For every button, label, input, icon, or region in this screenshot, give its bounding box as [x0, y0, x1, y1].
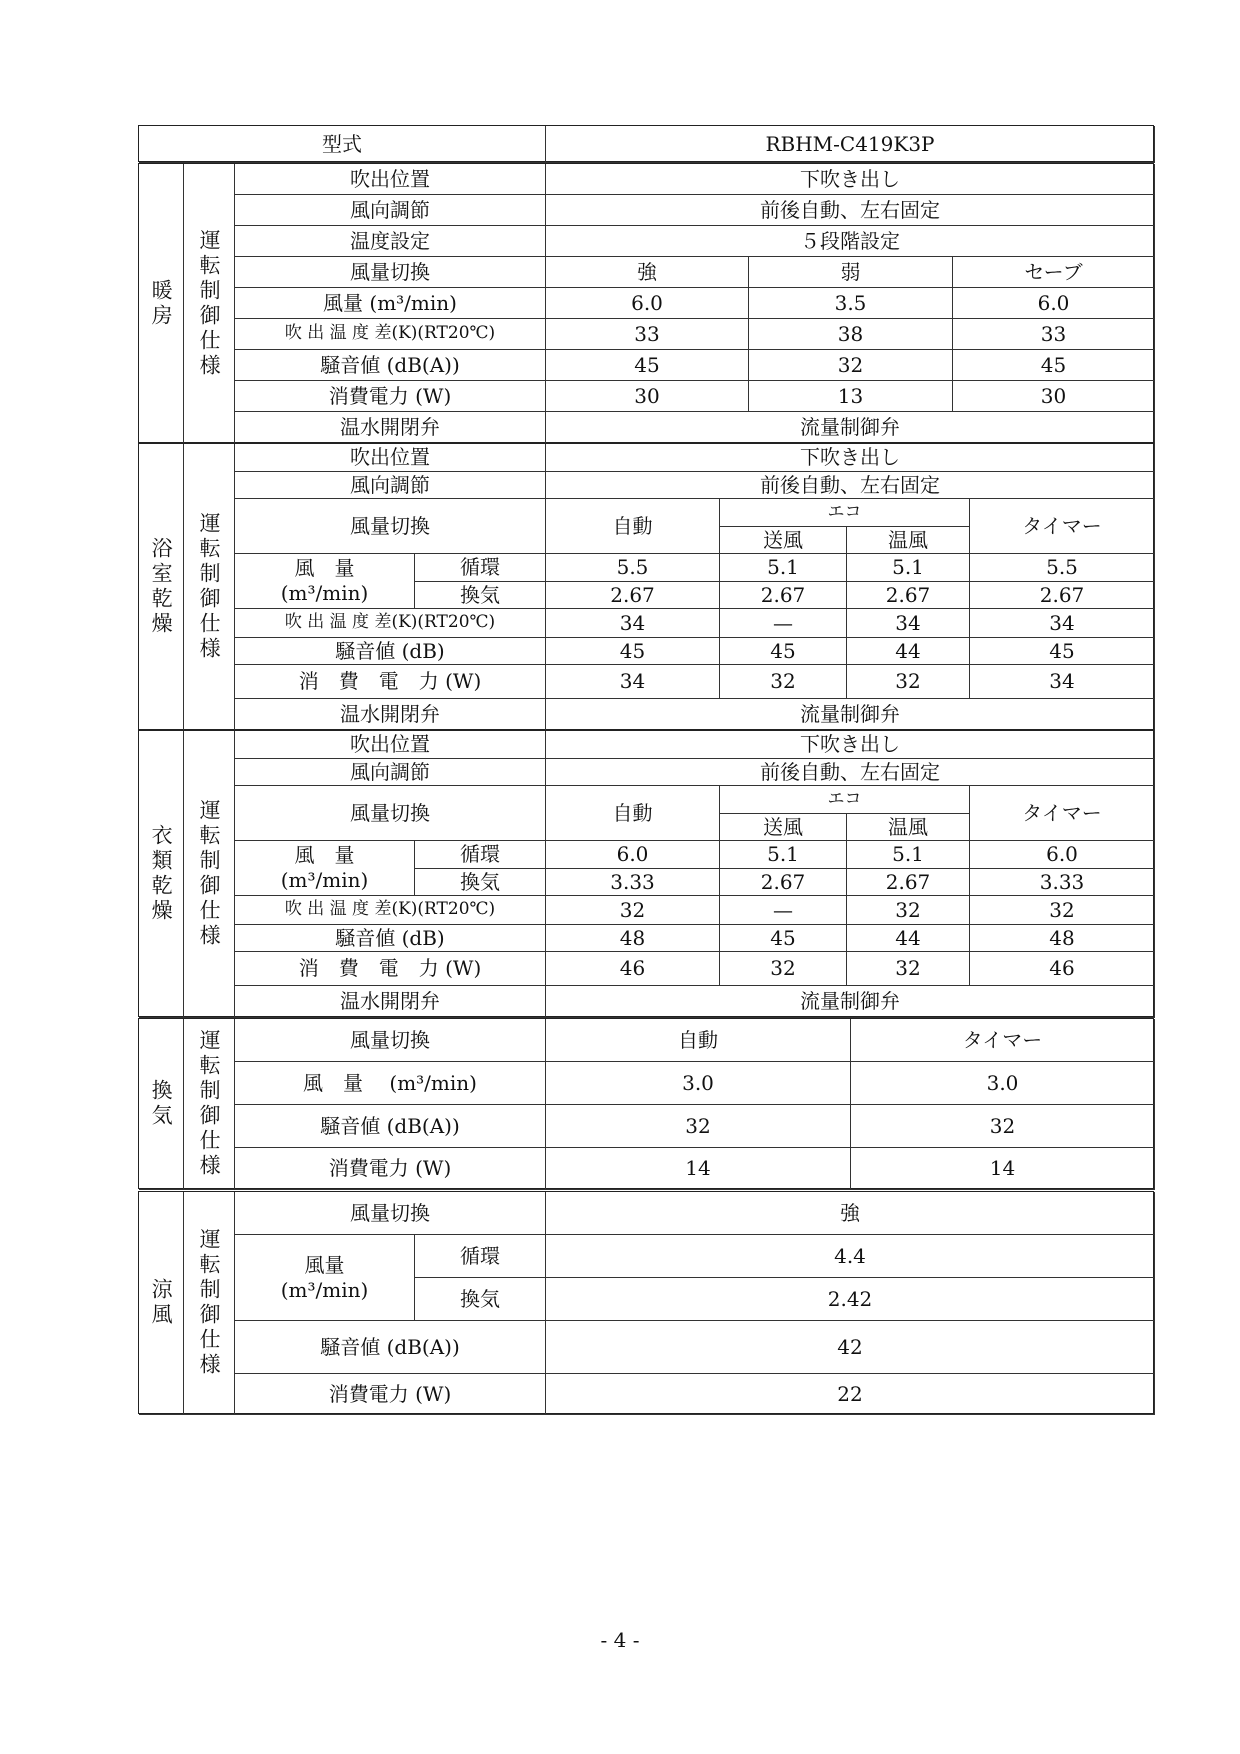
airflow-circulation-value: 5.1: [847, 554, 970, 582]
section-bath-drying: [138, 443, 1154, 730]
row-label: 風量切換: [235, 1192, 546, 1235]
row-label: 騒音値 (dB(A)): [235, 1321, 546, 1374]
mode-eco-warm: 温風: [847, 527, 970, 554]
drying-row-value: 34: [546, 665, 720, 699]
section-name: 涼風: [139, 1192, 184, 1415]
row-label: 吹 出 温 度 差(K)(RT20℃): [235, 319, 546, 350]
row-label: 風向調節: [235, 472, 546, 499]
row-value: 42: [546, 1321, 1155, 1374]
drying-row-value: 34: [970, 609, 1155, 638]
drying-row-value: 32: [847, 665, 970, 699]
model-label: 型式: [139, 126, 546, 163]
drying-row-value: 45: [546, 638, 720, 665]
ventilation-row-value: 3.0: [851, 1062, 1155, 1105]
heating-row-value: 3.5: [749, 288, 953, 319]
mode-eco: エコ: [720, 786, 970, 814]
airflow-label: 風 量 (m³/min): [235, 554, 415, 609]
ventilation-row-value: 32: [851, 1105, 1155, 1148]
row-value: 前後自動、左右固定: [546, 759, 1155, 786]
mode-auto: 自動: [546, 786, 720, 841]
section-group: 運転制御仕様: [184, 1192, 235, 1415]
row-label: 吹 出 温 度 差(K)(RT20℃): [235, 896, 546, 925]
section-cool-breeze: [138, 1191, 1154, 1414]
drying-row-value: 32: [720, 952, 847, 986]
drying-row-value: 45: [970, 638, 1155, 665]
airflow-sub-circulation: 循環: [415, 841, 546, 869]
row-label: 風向調節: [235, 195, 546, 226]
ventilation-row-value: 14: [851, 1148, 1155, 1190]
airflow-circulation-value: 5.1: [847, 841, 970, 869]
airflow-circulation-value: 5.1: [720, 841, 847, 869]
airflow-sub-ventilation: 換気: [415, 869, 546, 896]
section-ventilation: [138, 1018, 1154, 1189]
mode-eco-fan: 送風: [720, 814, 847, 841]
heating-row-value: 6.0: [953, 288, 1155, 319]
heating-row-value: 30: [953, 381, 1155, 412]
row-label: 温水開閉弁: [235, 412, 546, 444]
section-heating: [138, 163, 1154, 443]
heating-row-value: 強: [546, 257, 749, 288]
row-label: 騒音値 (dB(A)): [235, 350, 546, 381]
row-label: 風量切換: [235, 1019, 546, 1062]
drying-row-value: 32: [847, 896, 970, 925]
drying-row-value: 流量制御弁: [546, 699, 1155, 731]
drying-row-value: 34: [847, 609, 970, 638]
section-name: 暖房: [139, 164, 184, 444]
ventilation-row-value: 32: [546, 1105, 851, 1148]
airflow-ventilation-value: 2.67: [546, 582, 720, 609]
section-name: 浴室乾燥: [139, 444, 184, 731]
airflow-ventilation-value: 2.67: [847, 582, 970, 609]
section-group: 運転制御仕様: [184, 1019, 235, 1190]
airflow-circulation-value: 6.0: [546, 841, 720, 869]
section-clothes-drying: [138, 730, 1154, 1017]
heating-row-value: 33: [953, 319, 1155, 350]
airflow-circulation-value: 5.1: [720, 554, 847, 582]
row-value: 22: [546, 1374, 1155, 1415]
drying-row-value: 48: [546, 925, 720, 952]
drying-row-value: 44: [847, 638, 970, 665]
drying-row-value: 46: [546, 952, 720, 986]
airflow-label: 風 量 (m³/min): [235, 841, 415, 896]
section-name: 換気: [139, 1019, 184, 1190]
airflow-ventilation-value: 2.67: [720, 582, 847, 609]
row-label: 温水開閉弁: [235, 699, 546, 731]
row-label: 風量切換: [235, 257, 546, 288]
ventilation-row-value: 自動: [546, 1019, 851, 1062]
row-value: 下吹き出し: [546, 731, 1155, 759]
heating-row-value: ５段階設定: [546, 226, 1155, 257]
model-value: RBHM-C419K3P: [546, 126, 1155, 163]
airflow-sub-ventilation: 換気: [415, 582, 546, 609]
airflow-ventilation-value: 2.67: [847, 869, 970, 896]
row-label: 騒音値 (dB): [235, 638, 546, 665]
mode-timer: タイマー: [970, 786, 1155, 841]
airflow-sub-circulation: 循環: [415, 1235, 546, 1278]
row-label: 消 費 電 力 (W): [235, 952, 546, 986]
row-value: 下吹き出し: [546, 444, 1155, 472]
heating-row-value: セーブ: [953, 257, 1155, 288]
row-value: 前後自動、左右固定: [546, 472, 1155, 499]
section-name: 衣類乾燥: [139, 731, 184, 1018]
mode-eco-fan: 送風: [720, 527, 847, 554]
model-header-row: [138, 125, 1154, 162]
row-label: 騒音値 (dB(A)): [235, 1105, 546, 1148]
airflow-circulation-value: 6.0: [970, 841, 1155, 869]
heating-row-value: 流量制御弁: [546, 412, 1155, 444]
heating-row-value: 38: [749, 319, 953, 350]
row-label: 消 費 電 力 (W): [235, 665, 546, 699]
heating-row-value: 45: [546, 350, 749, 381]
drying-row-value: 46: [970, 952, 1155, 986]
airflow-circulation-value: 5.5: [970, 554, 1155, 582]
heating-row-value: 下吹き出し: [546, 164, 1155, 195]
heating-row-value: 13: [749, 381, 953, 412]
drying-row-value: 32: [970, 896, 1155, 925]
airflow-circulation-value: 5.5: [546, 554, 720, 582]
ventilation-row-value: タイマー: [851, 1019, 1155, 1062]
mode-eco-warm: 温風: [847, 814, 970, 841]
mode-eco: エコ: [720, 499, 970, 527]
row-label: 風 量 (m³/min): [235, 1062, 546, 1105]
row-label: 風量切換: [235, 786, 546, 841]
drying-row-value: 44: [847, 925, 970, 952]
airflow-ventilation-value: 3.33: [970, 869, 1155, 896]
row-label: 温度設定: [235, 226, 546, 257]
drying-row-value: —: [720, 609, 847, 638]
section-group: 運転制御仕様: [184, 731, 235, 1018]
row-label: 吹 出 温 度 差(K)(RT20℃): [235, 609, 546, 638]
drying-row-value: 45: [720, 638, 847, 665]
mode-auto: 自動: [546, 499, 720, 554]
row-label: 吹出位置: [235, 731, 546, 759]
drying-row-value: 32: [720, 665, 847, 699]
airflow-ventilation-value: 2.42: [546, 1278, 1155, 1321]
row-label: 風量切換: [235, 499, 546, 554]
row-label: 風量 (m³/min): [235, 288, 546, 319]
airflow-circulation-value: 4.4: [546, 1235, 1155, 1278]
drying-row-value: 34: [970, 665, 1155, 699]
airflow-ventilation-value: 3.33: [546, 869, 720, 896]
ventilation-row-value: 3.0: [546, 1062, 851, 1105]
heating-row-value: 弱: [749, 257, 953, 288]
drying-row-value: 32: [847, 952, 970, 986]
drying-row-value: 34: [546, 609, 720, 638]
heating-row-value: 45: [953, 350, 1155, 381]
heating-row-value: 前後自動、左右固定: [546, 195, 1155, 226]
row-label: 吹出位置: [235, 164, 546, 195]
drying-row-value: 48: [970, 925, 1155, 952]
airflow-ventilation-value: 2.67: [970, 582, 1155, 609]
heating-row-value: 6.0: [546, 288, 749, 319]
airflow-sub-circulation: 循環: [415, 554, 546, 582]
row-label: 温水開閉弁: [235, 986, 546, 1018]
heating-row-value: 32: [749, 350, 953, 381]
row-label: 消費電力 (W): [235, 1148, 546, 1190]
drying-row-value: —: [720, 896, 847, 925]
page-number: - 4 -: [600, 1628, 640, 1652]
airflow-sub-ventilation: 換気: [415, 1278, 546, 1321]
drying-row-value: 流量制御弁: [546, 986, 1155, 1018]
heating-row-value: 30: [546, 381, 749, 412]
row-label: 消費電力 (W): [235, 381, 546, 412]
row-label: 風向調節: [235, 759, 546, 786]
drying-row-value: 32: [546, 896, 720, 925]
drying-row-value: 45: [720, 925, 847, 952]
row-label: 消費電力 (W): [235, 1374, 546, 1415]
airflow-ventilation-value: 2.67: [720, 869, 847, 896]
airflow-label: 風量 (m³/min): [235, 1235, 415, 1321]
row-label: 騒音値 (dB): [235, 925, 546, 952]
mode-timer: タイマー: [970, 499, 1155, 554]
ventilation-row-value: 14: [546, 1148, 851, 1190]
section-group: 運転制御仕様: [184, 164, 235, 444]
row-value: 強: [546, 1192, 1155, 1235]
row-label: 吹出位置: [235, 444, 546, 472]
section-group: 運転制御仕様: [184, 444, 235, 731]
heating-row-value: 33: [546, 319, 749, 350]
